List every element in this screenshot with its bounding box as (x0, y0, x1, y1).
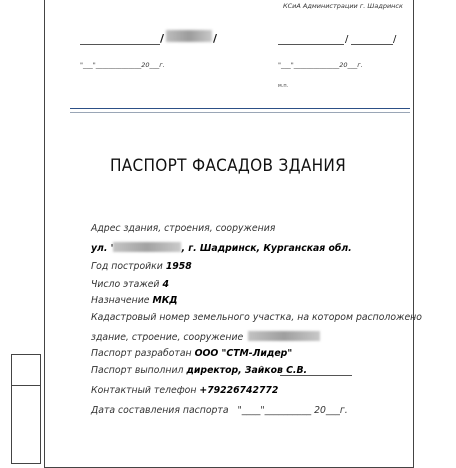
sign-slash-right-2: / (393, 34, 397, 45)
redacted-cadastral-number (248, 331, 320, 341)
page-title: ПАСПОРТ ФАСАДОВ ЗДАНИЯ (109, 156, 347, 176)
floors-value: 4 (162, 279, 169, 290)
side-stamp-box (11, 354, 41, 464)
redacted-signature-name (166, 30, 212, 42)
date-left: "___"______________20___г. (80, 61, 165, 69)
side-stamp-divider (11, 385, 41, 386)
phone-value: +79226742772 (199, 385, 279, 396)
executor-row (91, 366, 307, 375)
year-label: Год постройки (91, 261, 163, 272)
redacted-street (113, 242, 181, 252)
stamp-place-label: м.п. (278, 83, 289, 89)
date-row (91, 406, 348, 415)
cadastral-label-line1: Кадастровый номер земельного участка, на котором расположено (91, 312, 422, 323)
phone-row (91, 386, 278, 395)
cadastral-row (91, 331, 320, 342)
purpose-value: МКД (152, 295, 178, 306)
cadastral-label-line2: здание, строение, сооружение (91, 332, 244, 343)
sign-slash-left-2: / (213, 32, 218, 45)
approver-text: КСиА Администрации г. Шадринск (283, 2, 403, 10)
year-row (91, 262, 192, 271)
sign-slash-left-1: / (160, 32, 165, 45)
floors-label: Число этажей (91, 279, 160, 290)
address-row (91, 242, 352, 253)
sign-line-left-1 (80, 44, 160, 45)
developer-label: Паспорт разработан (91, 348, 192, 359)
header-separator-grey (70, 112, 410, 113)
purpose-row (91, 296, 178, 305)
date-value: "____"__________ 20___г. (237, 405, 348, 416)
developer-value: ООО "СТМ-Лидер" (194, 348, 293, 359)
year-value: 1958 (165, 261, 192, 272)
floors-row (91, 280, 169, 289)
date-label: Дата составления паспорта (91, 405, 229, 416)
date-right: "___"______________20___г. (278, 61, 363, 69)
purpose-label: Назначение (91, 295, 150, 306)
sign-line-right-2 (351, 44, 393, 45)
executor-value: директор, Зайков С.В. (186, 365, 308, 376)
phone-label: Контактный телефон (91, 385, 197, 396)
page-border (44, 0, 414, 468)
address-value: , г. Шадринск, Курганская обл. (181, 243, 352, 254)
developer-row (91, 349, 292, 358)
executor-label: Паспорт выполнил (91, 365, 184, 376)
executor-signature-line (280, 375, 352, 376)
sign-line-right-1 (278, 44, 344, 45)
address-label: Адрес здания, строения, сооружения (91, 223, 276, 234)
address-prefix: ул. ' (91, 243, 114, 254)
header-separator-blue (70, 108, 410, 109)
sign-slash-right-1: / (345, 34, 349, 45)
